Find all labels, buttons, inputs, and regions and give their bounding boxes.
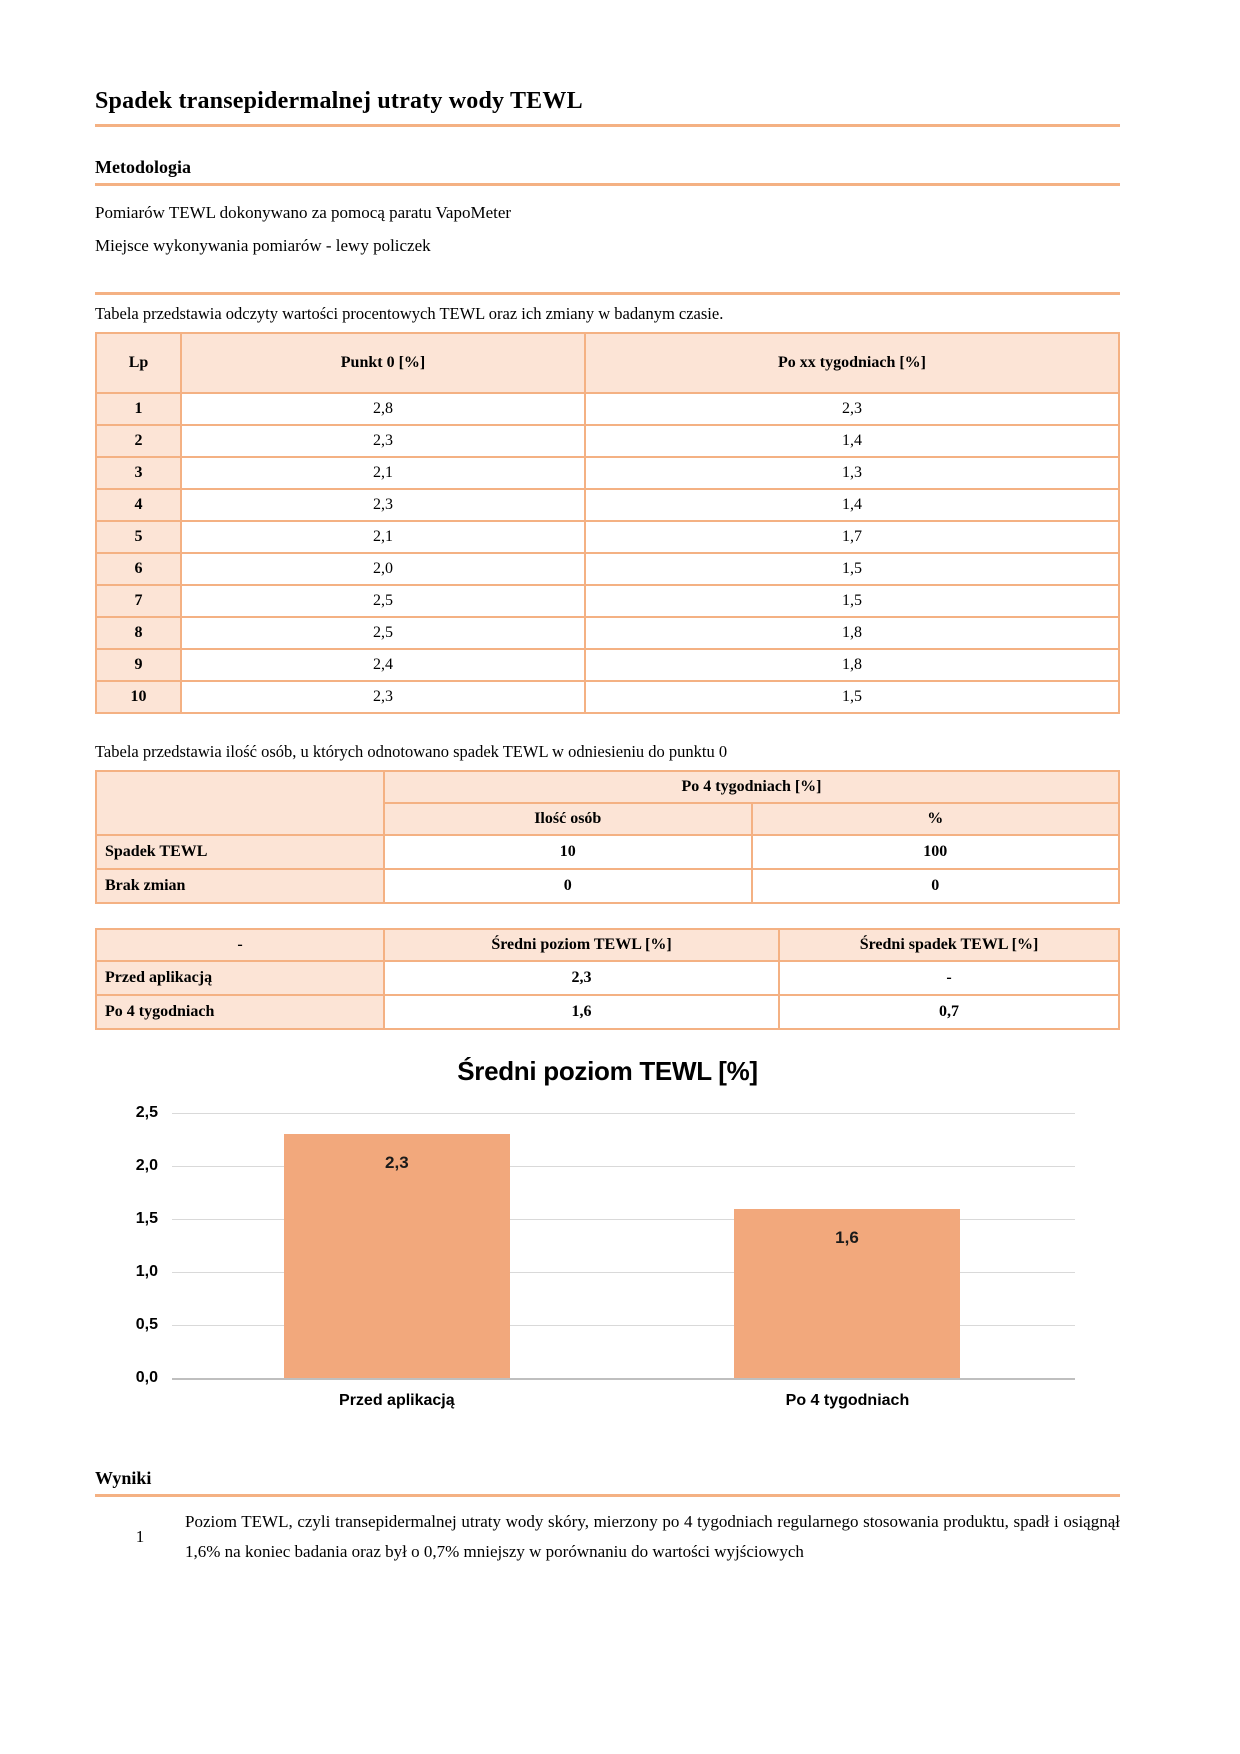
table-row xyxy=(96,869,1119,903)
cell-count: 10 xyxy=(384,835,752,869)
x-category-label: Przed aplikacją xyxy=(339,1392,455,1410)
y-tick-label: 1,0 xyxy=(135,1263,158,1281)
table-row xyxy=(96,961,1119,995)
result-item-number: 1 xyxy=(135,1527,145,1547)
column-header-punkt0: Punkt 0 [%] xyxy=(181,333,585,393)
cell-po-xx: 1,5 xyxy=(585,585,1119,617)
column-header-po-xx: Po xx tygodniach [%] xyxy=(585,333,1119,393)
column-header-sredni-poziom: Średni poziom TEWL [%] xyxy=(384,929,779,961)
section-heading-metodologia: Metodologia xyxy=(95,157,1120,186)
tewl-summary-table xyxy=(95,928,1120,1030)
table-row xyxy=(96,649,1119,681)
empty-corner-cell xyxy=(96,771,384,835)
tewl-decrease-table xyxy=(95,770,1120,904)
table-row xyxy=(96,489,1119,521)
cell-punkt0: 2,1 xyxy=(181,521,585,553)
readings-table-caption: Tabela przedstawia odczyty wartości procentowych TEWL oraz ich zmiany w badanym czasie. xyxy=(95,304,724,324)
methodology-line-1: Pomiarów TEWL dokonywano za pomocą paratu VapoMeter xyxy=(95,203,512,222)
result-item-text: Poziom TEWL, czyli transepidermalnej utraty wody skóry, mierzony po 4 tygodniach regularnego stosowania produktu, spadł i osiągnął 1,6% na koniec badania oraz był o 0,7% mniejszy w porównaniu do wartości wyjściowych xyxy=(185,1512,1120,1562)
document-title: Spadek transepidermalnej utraty wody TEWL xyxy=(95,88,1120,127)
cell-percent: 100 xyxy=(752,835,1120,869)
table-row xyxy=(96,393,1119,425)
gridline xyxy=(172,1113,1075,1114)
column-header-sredni-spadek: Średni spadek TEWL [%] xyxy=(779,929,1119,961)
table-row xyxy=(96,585,1119,617)
chart-title: Średni poziom TEWL [%] xyxy=(457,1056,758,1087)
cell-po-xx: 1,4 xyxy=(585,489,1119,521)
cell-lp: 9 xyxy=(96,649,181,681)
cell-punkt0: 2,3 xyxy=(181,681,585,713)
chart-plot-area-wrapper xyxy=(95,1104,1120,1387)
section-heading-wyniki: Wyniki xyxy=(95,1468,1120,1497)
table-row xyxy=(96,681,1119,713)
column-header-percent: % xyxy=(752,803,1120,835)
group-header-po-4-tygodniach: Po 4 tygodniach [%] xyxy=(384,771,1119,803)
cell-punkt0: 2,1 xyxy=(181,457,585,489)
column-header-ilosc-osob: Ilość osób xyxy=(384,803,752,835)
column-header-dash: - xyxy=(96,929,384,961)
cell-po-xx: 1,5 xyxy=(585,681,1119,713)
row-label-spadek-tewl: Spadek TEWL xyxy=(96,835,384,869)
cell-po-xx: 1,5 xyxy=(585,553,1119,585)
cell-lp: 2 xyxy=(96,425,181,457)
cell-po-xx: 1,3 xyxy=(585,457,1119,489)
cell-lp: 3 xyxy=(96,457,181,489)
cell-punkt0: 2,5 xyxy=(181,617,585,649)
cell-percent: 0 xyxy=(752,869,1120,903)
cell-lp: 5 xyxy=(96,521,181,553)
table-header-row xyxy=(96,771,1119,803)
x-axis xyxy=(172,1380,1075,1422)
methodology-line-2: Miejsce wykonywania pomiarów - lewy policzek xyxy=(95,236,431,256)
table-row xyxy=(96,457,1119,489)
cell-lp: 8 xyxy=(96,617,181,649)
cell-po-xx: 1,7 xyxy=(585,521,1119,553)
cell-punkt0: 2,8 xyxy=(181,393,585,425)
cell-drop: - xyxy=(779,961,1119,995)
cell-punkt0: 2,3 xyxy=(181,489,585,521)
x-category-label: Po 4 tygodniach xyxy=(785,1392,910,1410)
row-label-przed-aplikacja: Przed aplikacją xyxy=(96,961,384,995)
row-label-po-4-tygodniach: Po 4 tygodniach xyxy=(96,995,384,1029)
bar-value-label: 1,6 xyxy=(835,1227,859,1247)
bar-value-label: 2,3 xyxy=(385,1153,409,1173)
cell-lp: 10 xyxy=(96,681,181,713)
cell-po-xx: 1,8 xyxy=(585,617,1119,649)
table-row xyxy=(96,617,1119,649)
cell-punkt0: 2,5 xyxy=(181,585,585,617)
column-header-lp: Lp xyxy=(96,333,181,393)
table-row xyxy=(96,835,1119,869)
cell-po-xx: 1,8 xyxy=(585,649,1119,681)
cell-lp: 6 xyxy=(96,553,181,585)
table-row xyxy=(96,553,1119,585)
cell-level: 1,6 xyxy=(384,995,779,1029)
tewl-readings-table xyxy=(95,332,1120,714)
cell-lp: 1 xyxy=(96,393,181,425)
y-tick-label: 1,5 xyxy=(135,1210,158,1228)
result-item xyxy=(95,1507,1120,1567)
decrease-table-caption: Tabela przedstawia ilość osób, u których odnotowano spadek TEWL w odniesieniu do punktu 0 xyxy=(95,742,728,762)
cell-count: 0 xyxy=(384,869,752,903)
row-label-brak-zmian: Brak zmian xyxy=(96,869,384,903)
table-row xyxy=(96,521,1119,553)
cell-level: 2,3 xyxy=(384,961,779,995)
y-tick-label: 0,5 xyxy=(135,1316,158,1334)
cell-po-xx: 2,3 xyxy=(585,393,1119,425)
bar-przed-aplikacja xyxy=(284,1134,510,1378)
cell-po-xx: 1,4 xyxy=(585,425,1119,457)
cell-lp: 4 xyxy=(96,489,181,521)
section-divider-rule xyxy=(95,292,1120,295)
table-header-row xyxy=(96,929,1119,961)
cell-punkt0: 2,4 xyxy=(181,649,585,681)
cell-punkt0: 2,0 xyxy=(181,553,585,585)
table-row xyxy=(96,425,1119,457)
table-row xyxy=(96,995,1119,1029)
y-tick-label: 0,0 xyxy=(135,1369,158,1387)
cell-lp: 7 xyxy=(96,585,181,617)
y-axis xyxy=(95,1104,172,1387)
tewl-bar-chart xyxy=(95,1056,1120,1422)
y-tick-label: 2,0 xyxy=(135,1157,158,1175)
cell-punkt0: 2,3 xyxy=(181,425,585,457)
table-header-row xyxy=(96,333,1119,393)
document-page xyxy=(95,0,1120,1567)
cell-drop: 0,7 xyxy=(779,995,1119,1029)
y-tick-label: 2,5 xyxy=(135,1104,158,1122)
bar-po-4-tygodniach xyxy=(734,1209,961,1379)
chart-plot-area xyxy=(172,1113,1075,1380)
